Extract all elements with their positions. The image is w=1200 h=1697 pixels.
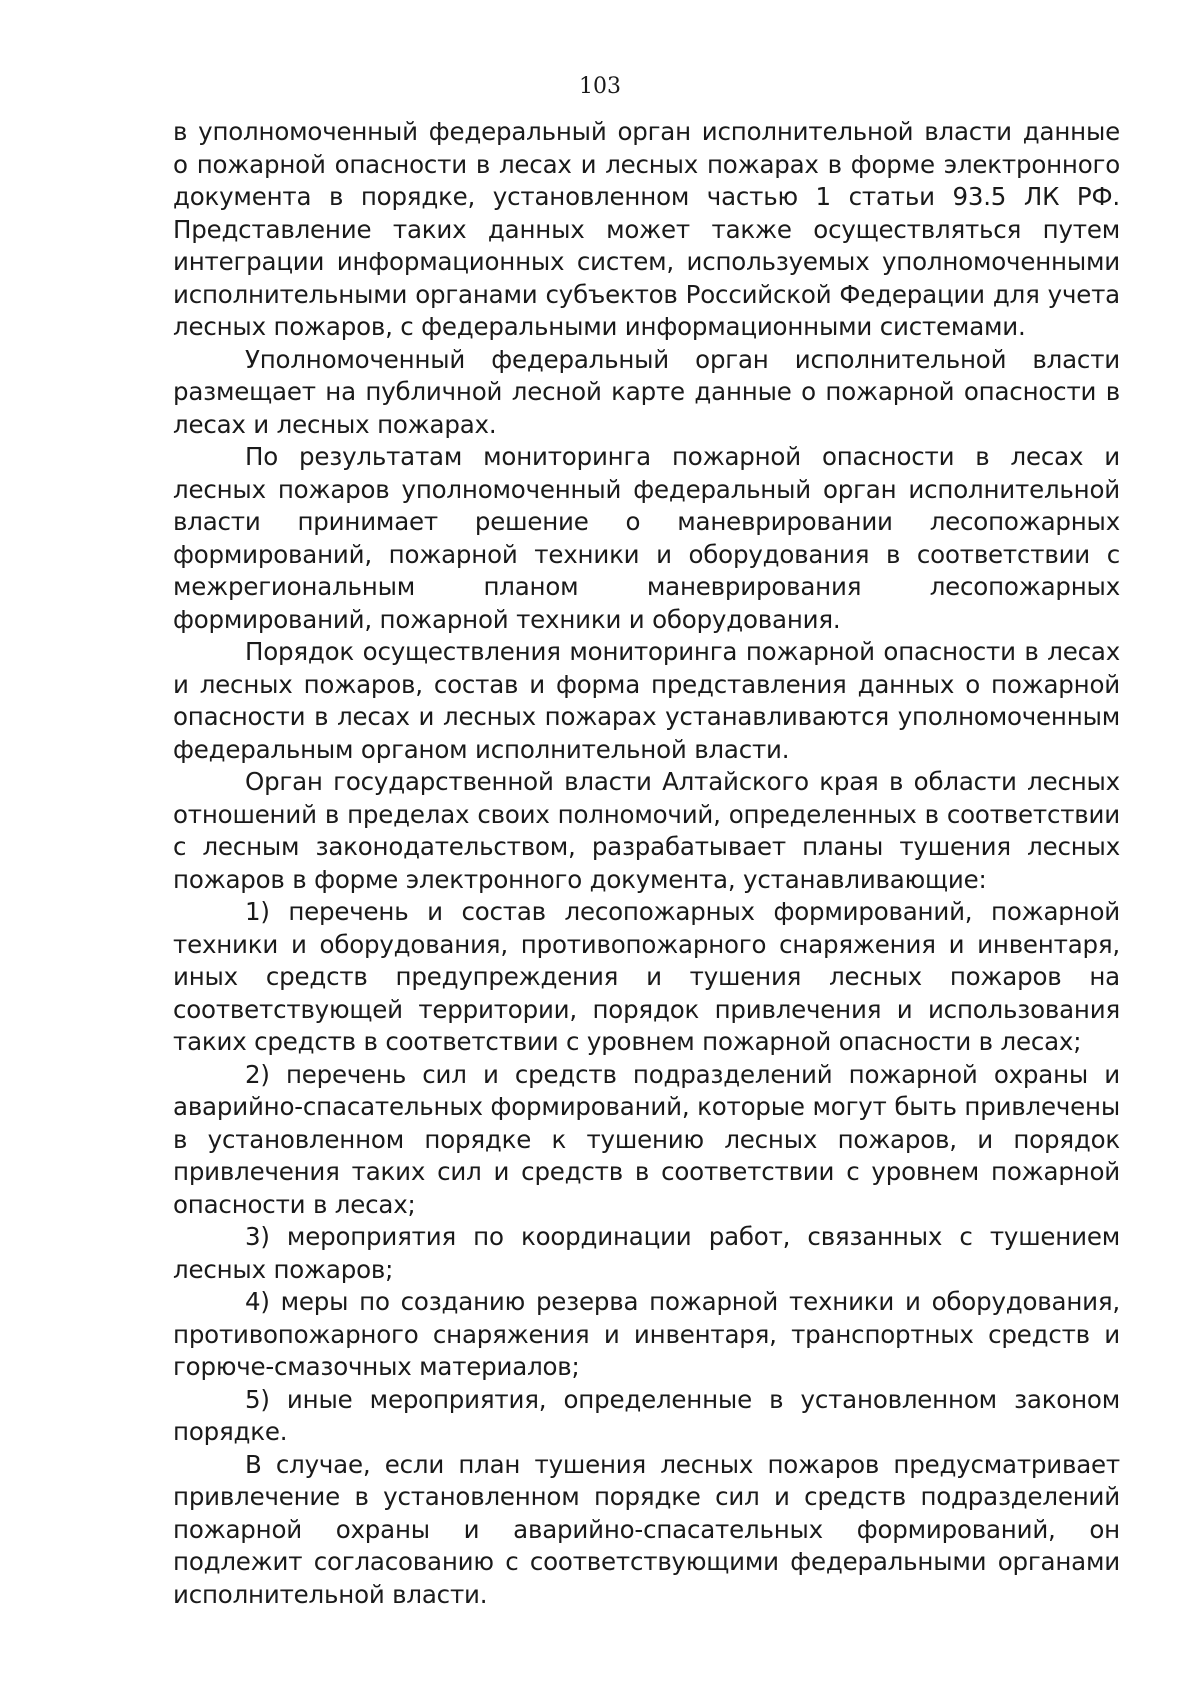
document-body <box>173 116 1120 1611</box>
list-item: 4) меры по созданию резерва пожарной техники и оборудования, противопожарного снаряжения и инвентаря, транспортных средств и горюче-смазочных материалов; <box>173 1287 1120 1381</box>
paragraph: в уполномоченный федеральный орган исполнительной власти данные о пожарной опасности в лесах и лесных пожарах в форме электронного документа в порядке, установленном частью 1 статьи 93.5 ЛК РФ. Представление таких данных может также осуществляться путем интеграции информационных систем, используемых уполномоченными исполнительными органами субъектов Российской Федерации для учета лесных пожаров, с федеральными информационными системами. <box>173 117 1120 341</box>
list-item: 3) мероприятия по координации работ, связанных с тушением лесных пожаров; <box>173 1222 1120 1284</box>
page-number: 103 <box>579 74 621 99</box>
list-item: 5) иные мероприятия, определенные в установленном законом порядке. <box>173 1384 1120 1446</box>
paragraph: Уполномоченный федеральный орган исполнительной власти размещает на публичной лесной карте данные о пожарной опасности в лесах и лесных пожарах. <box>173 344 1120 439</box>
paragraph: Порядок осуществления мониторинга пожарной опасности в лесах и лесных пожаров, состав и форма представления данных о пожарной опасности в лесах и лесных пожарах устанавливаются уполномоченным федеральным органом исполнительной власти. <box>173 637 1120 764</box>
list-item: 2) перечень сил и средств подразделений пожарной охраны и аварийно-спасательных формирований, которые могут быть привлечены в установленном порядке к тушению лесных пожаров, и порядок привлечения таких сил и средств в соответствии с уровнем пожарной опасности в лесах; <box>173 1059 1120 1219</box>
paragraph: По результатам мониторинга пожарной опасности в лесах и лесных пожаров уполномоченный федеральный орган исполнительной власти принимает решение о маневрировании лесопожарных формирований, пожарной техники и оборудования в соответствии с межрегиональным планом маневрирования лесопожарных формирований, пожарной техники и оборудования. <box>173 442 1120 634</box>
paragraph: В случае, если план тушения лесных пожаров предусматривает привлечение в установленном порядке сил и средств подразделений пожарной охраны и аварийно-спасательных формирований, он подлежит согласованию с соответствующими федеральными органами исполнительной власти. <box>173 1449 1120 1609</box>
paragraph: Орган государственной власти Алтайского края в области лесных отношений в пределах своих полномочий, определенных в соответствии с лесным законодательством, разрабатывает планы тушения лесных пожаров в форме электронного документа, устанавливающие: <box>173 767 1120 894</box>
list-item: 1) перечень и состав лесопожарных формирований, пожарной техники и оборудования, противопожарного снаряжения и инвентаря, иных средств предупреждения и тушения лесных пожаров на соответствующей территории, порядок привлечения и использования таких средств в соответствии с уровнем пожарной опасности в лесах; <box>173 897 1120 1056</box>
